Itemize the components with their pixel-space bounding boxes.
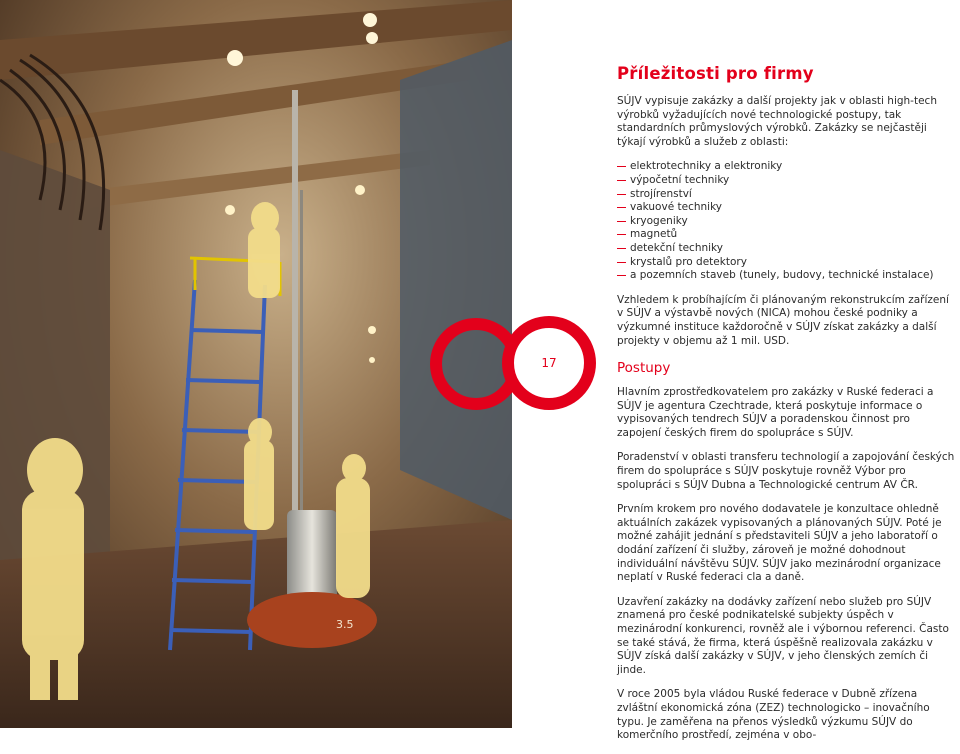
list-item <box>617 188 957 202</box>
list-item-text: elektrotechniky a elektroniky <box>630 160 783 173</box>
list-item-text: výpočetní techniky <box>630 173 730 186</box>
list-item-text: magnetů <box>630 228 678 241</box>
fields-list <box>617 160 957 282</box>
list-item <box>617 174 957 188</box>
list-item <box>617 256 957 270</box>
text-column <box>617 64 957 754</box>
procedures-paragraph: V roce 2005 byla vládou Ruské federace v Dubně zřízena zvláštní ekonomická zóna (ZEZ) technologicko – inovačního typu. Je zaměřena na přenos výsledků výzkumu SÚJV do komerčního prostředí, zejména v obo- <box>617 688 930 742</box>
list-item <box>617 201 957 215</box>
section-title-opportunities: Příležitosti pro firmy <box>617 64 814 83</box>
dash-icon <box>617 234 626 235</box>
procedures-paragraph: Prvním krokem pro nového dodavatele je konzultace ohledně aktuálních zakázek vypisovaných a plánovaných SÚJV. Poté je možné zahájit jednání s představiteli SÚJV a jeho laboratoří o dodání zařízení či služby, zároveň je možné dohodnout individuální návštěvu SÚJV. SÚJV jako mezinárodní organizace neplatí v Ruské federaci cla a daně. <box>617 503 942 584</box>
list-item <box>617 242 957 256</box>
list-item <box>617 160 957 174</box>
section-title-procedures: Postupy <box>617 360 671 377</box>
dash-icon <box>617 248 626 249</box>
dash-icon <box>617 275 626 276</box>
vessel-label: 3.5 <box>336 618 354 631</box>
dash-icon <box>617 207 626 208</box>
list-item-text: strojírenství <box>630 187 692 200</box>
intro-paragraph: SÚJV vypisuje zakázky a další projekty jak v oblasti high-tech výrobků vyžadujících nové technologické postupy, tak standardních průmyslových výrobků. Zakázky se nejčastěji týkají výrobků a služeb z oblasti: <box>617 95 937 148</box>
page-number: 17 <box>541 356 557 370</box>
procedures-paragraph: Uzavření zakázky na dodávky zařízení nebo služeb pro SÚJV znamená pro české podnikatelské subjekty úspěch v mezinárodní konkurenci, rovněž ale i výbornou referenci. Často se také stává, že firma, která úspěšně realizovala zakázku v SÚJV získá další zakázky v SÚJV, v jeho členských zemích či jinde. <box>617 595 949 676</box>
dash-icon <box>617 262 626 263</box>
list-item-text: krystalů pro detektory <box>630 255 747 268</box>
procedures-paragraph: Poradenství v oblasti transferu technologií a zapojování českých firem do spolupráce s SÚJV poskytuje rovněž Výbor pro spolupráci s SÚJV Dubna a Technologické centrum AV ČR. <box>617 451 955 491</box>
outro-paragraph: Vzhledem k probíhajícím či plánovaným rekonstrukcím zařízení v SÚJV a výstavbě nových (NICA) mohou české podniky a výzkumné instituce každoročně v SÚJV získat zakázky a další projekty v objemu až 1 mil. USD. <box>617 293 949 347</box>
dash-icon <box>617 194 626 195</box>
procedures-paragraph: Hlavním zprostředkovatelem pro zakázky v Ruské federaci a SÚJV je agentura Czechtrade, která poskytuje informace o vypisovaných tendrech SÚJV a poradenskou činnost pro zapojení českých firem do spolupráce s SÚJV. <box>617 386 934 439</box>
list-item-text: kryogeniky <box>630 214 688 227</box>
dash-icon <box>617 166 626 167</box>
list-item-text: a pozemních staveb (tunely, budovy, technické instalace) <box>630 269 934 282</box>
list-item-text: vakuové techniky <box>630 201 722 214</box>
list-item <box>617 269 957 283</box>
list-item <box>617 228 957 242</box>
list-item-text: detekční techniky <box>630 241 723 254</box>
dash-icon <box>617 221 626 222</box>
dash-icon <box>617 180 626 181</box>
list-item <box>617 215 957 229</box>
